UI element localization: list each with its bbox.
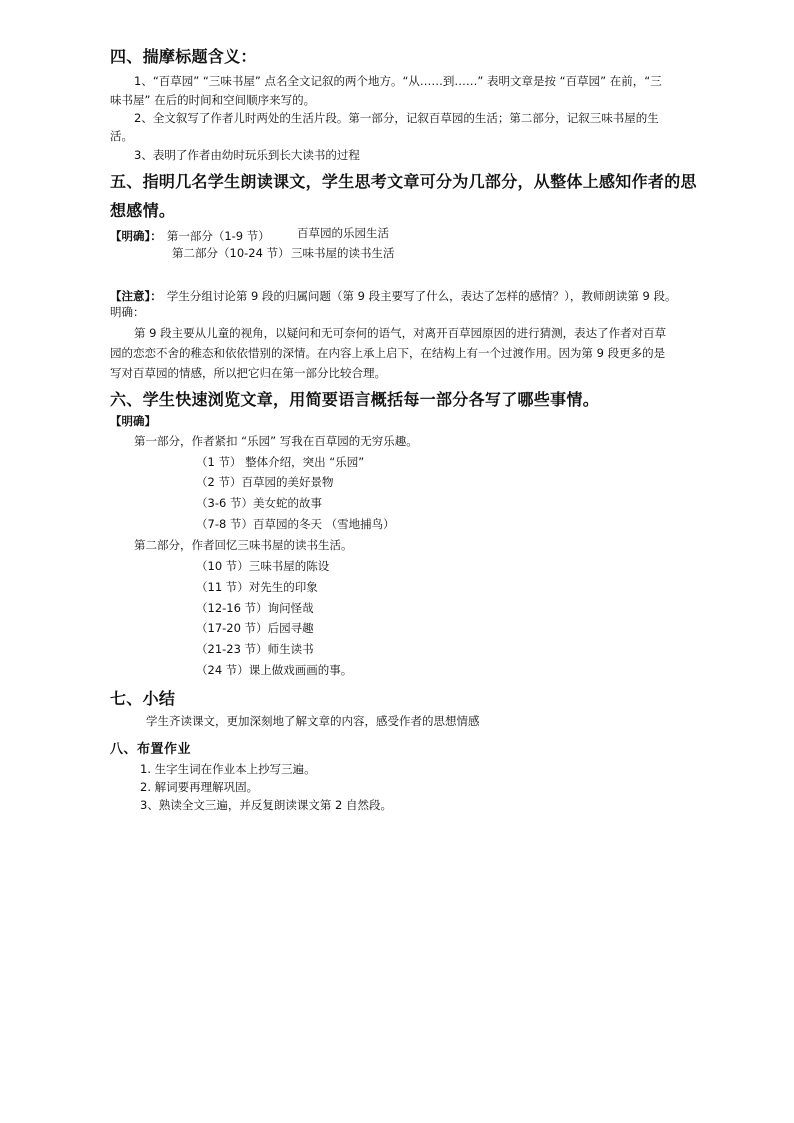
explanation-line1: 第 9 段主要从儿童的视角，以疑问和无可奈何的语气，对离开百草园原因的进行猜测，表达了作者对百草 <box>134 326 667 340</box>
list-item: （21-23 节）师生读书 <box>196 642 314 656</box>
explanation-line2: 园的恋恋不舍的稚态和依依惜别的深情。在内容上承上启下，在结构上有一个过渡作用。因为第 9 段更多的是 <box>110 346 666 360</box>
summary-text: 学生齐读课文，更加深刻地了解文章的内容，感受作者的思想情感 <box>146 714 480 728</box>
section6-part2-intro: 第二部分，作者回忆三味书屋的读书生活。 <box>134 538 353 552</box>
part2-range: 第二部分（10-24 节） <box>172 246 290 260</box>
part1-description: 百草园的乐园生活 <box>297 226 389 240</box>
list-item: （7-8 节）百草园的冬天 （雪地捕鸟） <box>196 517 395 531</box>
section5-answer-part1 <box>110 225 270 244</box>
list-item: （2 节）百草园的美好景物 <box>196 475 334 489</box>
section6-answer-label: 【明确】 <box>110 414 156 428</box>
section4-point2-line1: 2、全文叙写了作者儿时两处的生活片段。第一部分，记叙百草园的生活；第二部分，记叙三味书屋的生 <box>134 111 659 125</box>
section5-note <box>110 285 676 304</box>
list-item: （10 节）三味书屋的陈设 <box>196 559 330 573</box>
homework-item: 3、熟读全文三遍，并反复朗读课文第 2 自然段。 <box>140 798 392 812</box>
answer-label: 【明确】： <box>110 229 162 243</box>
list-item: （17-20 节）后园寻趣 <box>196 621 314 635</box>
answer-plain-label: 明确： <box>110 305 145 319</box>
section5-heading-line1: 五、指明几名学生朗读课文，学生思考文章可分为几部分，从整体上感知作者的思 <box>110 172 697 191</box>
list-item: （12-16 节）询问怪哉 <box>196 601 314 615</box>
section8-heading: 八、布置作业 <box>110 742 192 757</box>
section6-heading: 六、学生快速浏览文章，用简要语言概括每一部分各写了哪些事情。 <box>110 390 600 409</box>
section5-heading-line2: 想感情。 <box>110 201 176 220</box>
list-item: （1 节） 整体介绍，突出 “乐园” <box>196 455 365 469</box>
part2-description: 三味书屋的读书生活 <box>291 246 395 260</box>
section6-part1-intro: 第一部分，作者紧扣 “乐园” 写我在百草园的无穷乐趣。 <box>134 434 418 448</box>
section4-point1-line2: 味书屋” 在后的时间和空间顺序来写的。 <box>110 93 316 107</box>
part1-range: 第一部分（1-9 节） <box>166 229 270 243</box>
note-label: 【注意】： <box>110 289 162 303</box>
section7-heading: 七、小结 <box>110 689 176 708</box>
section4-point1-line1: 1、“百草园” “三味书屋” 点名全文记叙的两个地方。“从……到……” 表明文章是按 “百草园” 在前，“三 <box>134 74 662 88</box>
note-text: 学生分组讨论第 9 段的归属问题（第 9 段主要写了什么，表达了怎样的感情？），教师朗读第 9 段。 <box>166 289 677 303</box>
list-item: （24 节）课上做戏画画的事。 <box>196 663 353 677</box>
list-item: （11 节）对先生的印象 <box>196 580 318 594</box>
explanation-line3: 写对百草园的情感，所以把它归在第一部分比较合理。 <box>110 366 386 380</box>
section4-heading: 四、揣摩标题含义： <box>110 47 257 66</box>
list-item: （3-6 节）美女蛇的故事 <box>196 496 322 510</box>
homework-item: 2. 解词要再理解巩固。 <box>140 780 259 794</box>
homework-item: 1. 生字生词在作业本上抄写三遍。 <box>140 762 316 776</box>
section4-point3: 3、表明了作者由幼时玩乐到长大读书的过程 <box>134 148 360 162</box>
section4-point2-line2: 活。 <box>110 129 133 143</box>
